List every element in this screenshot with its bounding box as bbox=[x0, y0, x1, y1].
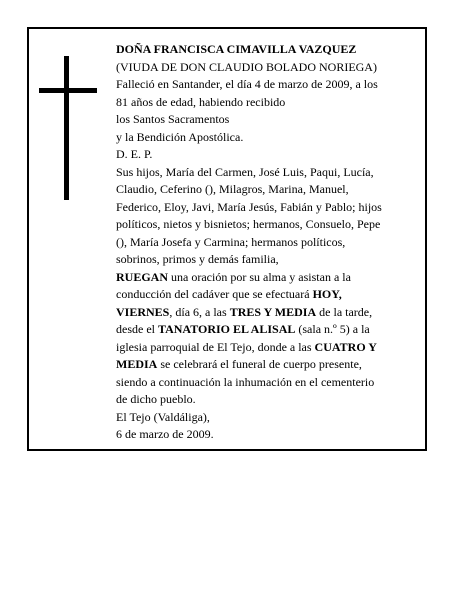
blessing-line: y la Bendición Apostólica. bbox=[116, 129, 244, 144]
viernes-word: VIERNES bbox=[116, 304, 170, 319]
deceased-name: DOÑA FRANCISCA CIMAVILLA VAZQUEZ bbox=[116, 42, 357, 56]
obituary-notice bbox=[27, 27, 427, 451]
request-line-5 bbox=[116, 339, 424, 357]
cross-horizontal-bar bbox=[39, 88, 97, 93]
family-line: Claudio, Ceferino (), Milagros, Marina, Manuel, bbox=[116, 182, 349, 196]
family-line: políticos, nietos y bisnietos; hermanos, Consuelo, Pepe bbox=[116, 217, 381, 231]
dep-line: D. E. P. bbox=[116, 147, 153, 161]
family-line: (), María Josefa y Carmina; hermanos políticos, bbox=[116, 234, 346, 249]
request-line-5-text: iglesia parroquial de El Tejo, donde a las bbox=[116, 339, 315, 354]
request-line-4 bbox=[116, 321, 424, 339]
death-line-1: Falleció en Santander, el día 4 de marzo de 2009, a los bbox=[116, 77, 378, 91]
request-line-1-rest: una oración por su alma y asistan a la bbox=[168, 269, 351, 284]
request-line-3-text: , día 6, a las bbox=[169, 304, 230, 319]
ruegan-word: RUEGAN bbox=[116, 269, 169, 284]
request-line-6-text: se celebrará el funeral de cuerpo presente, bbox=[157, 357, 362, 371]
hoy-word: HOY, bbox=[312, 287, 342, 301]
family-line: sobrinos, primos y demás familia, bbox=[116, 252, 279, 266]
request-line-7: siendo a continuación la inhumación en el cementerio bbox=[116, 374, 375, 389]
date-line: 6 de marzo de 2009. bbox=[116, 427, 214, 441]
cross-icon bbox=[39, 56, 99, 200]
request-line-8: de dicho pueblo. bbox=[116, 392, 196, 406]
death-line-2: 81 años de edad, habiendo recibido bbox=[116, 94, 286, 109]
tanatorio-name: TANATORIO EL ALISAL bbox=[157, 322, 296, 336]
sacraments-line: los Santos Sacramentos bbox=[116, 112, 230, 126]
cuatro-y-word: CUATRO Y bbox=[314, 339, 377, 354]
cross-vertical-bar bbox=[64, 56, 69, 200]
widow-of-line: (VIUDA DE DON CLAUDIO BOLADO NORIEGA) bbox=[116, 59, 377, 74]
request-line-4-text: desde el bbox=[116, 322, 158, 336]
media-word: MEDIA bbox=[116, 357, 158, 371]
request-line-3 bbox=[116, 304, 424, 322]
notice-body bbox=[116, 41, 424, 444]
request-line-1 bbox=[116, 269, 424, 287]
place-line: El Tejo (Valdáliga), bbox=[116, 409, 210, 424]
family-line: Federico, Eloy, Javi, María Jesús, Fabián y Pablo; hijos bbox=[116, 199, 382, 214]
request-line-3-end: de la tarde, bbox=[316, 304, 373, 319]
request-line-2 bbox=[116, 286, 424, 304]
family-line: Sus hijos, María del Carmen, José Luis, Paqui, Lucía, bbox=[116, 164, 374, 179]
request-line-4-end: (sala n.º 5) a la bbox=[295, 322, 370, 336]
tres-y-media-word: TRES Y MEDIA bbox=[229, 304, 317, 319]
request-line-2-text: conducción del cadáver que se efectuará bbox=[116, 287, 313, 301]
request-line-6 bbox=[116, 356, 424, 374]
